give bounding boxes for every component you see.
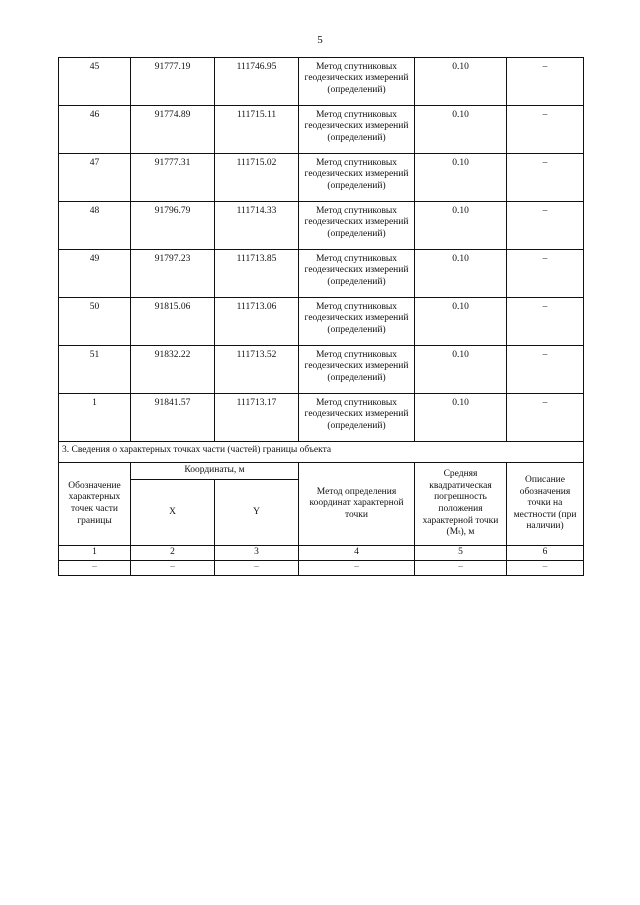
column-number: 1 (59, 546, 131, 561)
table-row (59, 202, 584, 250)
point-number-cell: 47 (59, 154, 131, 202)
column-number: 6 (507, 546, 584, 561)
x-coordinate-cell: 91841.57 (131, 394, 215, 442)
x-coordinate-cell: 91796.79 (131, 202, 215, 250)
y-coordinate-cell: 111746.95 (215, 58, 299, 106)
x-coordinate-cell: 91777.31 (131, 154, 215, 202)
method-cell: Метод спутниковых геодезических измерений (определений) (299, 106, 415, 154)
method-cell: Метод спутниковых геодезических измерений (определений) (299, 202, 415, 250)
point-number-cell: 51 (59, 346, 131, 394)
method-cell: Метод спутниковых геодезических измерений (определений) (299, 394, 415, 442)
y-coordinate-cell: 111715.11 (215, 106, 299, 154)
point-number-cell: 50 (59, 298, 131, 346)
table-row (59, 394, 584, 442)
y-coordinate-cell: 111714.33 (215, 202, 299, 250)
description-cell: – (507, 106, 584, 154)
description-cell: – (507, 298, 584, 346)
point-number-cell: 48 (59, 202, 131, 250)
method-cell: Метод спутниковых геодезических измерений (определений) (299, 298, 415, 346)
empty-cell: – (415, 561, 507, 576)
table-row (59, 58, 584, 106)
description-cell: – (507, 202, 584, 250)
header-description: Описание обозначения точки на местности (при наличии) (507, 463, 584, 546)
empty-cell: – (215, 561, 299, 576)
empty-data-row (59, 561, 584, 576)
column-number: 3 (215, 546, 299, 561)
description-cell: – (507, 58, 584, 106)
x-coordinate-cell: 91797.23 (131, 250, 215, 298)
description-cell: – (507, 346, 584, 394)
y-coordinate-cell: 111713.17 (215, 394, 299, 442)
table-row (59, 154, 584, 202)
empty-cell: – (59, 561, 131, 576)
method-cell: Метод спутниковых геодезических измерений (определений) (299, 154, 415, 202)
section-3-header-row-1 (59, 463, 584, 480)
x-coordinate-cell: 91777.19 (131, 58, 215, 106)
table-row (59, 298, 584, 346)
y-coordinate-cell: 111715.02 (215, 154, 299, 202)
boundary-points-body (59, 58, 584, 442)
point-number-cell: 46 (59, 106, 131, 154)
description-cell: – (507, 394, 584, 442)
header-y: Y (215, 480, 299, 546)
error-cell: 0.10 (415, 346, 507, 394)
section-3 (59, 442, 584, 576)
y-coordinate-cell: 111713.85 (215, 250, 299, 298)
header-error: Средняя квадратическая погрешность положения характерной точки (Mₜ), м (415, 463, 507, 546)
section-3-title-row (59, 442, 584, 463)
error-cell: 0.10 (415, 250, 507, 298)
header-designation: Обозначение характерных точек части границы (59, 463, 131, 546)
table-row (59, 346, 584, 394)
point-number-cell: 49 (59, 250, 131, 298)
header-method: Метод определения координат характерной точки (299, 463, 415, 546)
column-numbers-row (59, 546, 584, 561)
error-cell: 0.10 (415, 58, 507, 106)
method-cell: Метод спутниковых геодезических измерений (определений) (299, 346, 415, 394)
header-coordinates: Координаты, м (131, 463, 299, 480)
x-coordinate-cell: 91815.06 (131, 298, 215, 346)
column-number: 5 (415, 546, 507, 561)
column-number: 4 (299, 546, 415, 561)
column-number: 2 (131, 546, 215, 561)
error-cell: 0.10 (415, 106, 507, 154)
method-cell: Метод спутниковых геодезических измерений (определений) (299, 250, 415, 298)
section-3-title: 3. Сведения о характерных точках части (частей) границы объекта (59, 442, 584, 463)
x-coordinate-cell: 91774.89 (131, 106, 215, 154)
header-x: X (131, 480, 215, 546)
table-row (59, 106, 584, 154)
boundary-points-table (58, 57, 584, 576)
empty-cell: – (299, 561, 415, 576)
method-cell: Метод спутниковых геодезических измерений (определений) (299, 58, 415, 106)
error-cell: 0.10 (415, 394, 507, 442)
empty-cell: – (507, 561, 584, 576)
point-number-cell: 45 (59, 58, 131, 106)
error-cell: 0.10 (415, 202, 507, 250)
error-cell: 0.10 (415, 298, 507, 346)
y-coordinate-cell: 111713.52 (215, 346, 299, 394)
x-coordinate-cell: 91832.22 (131, 346, 215, 394)
page-number: 5 (317, 34, 323, 46)
error-cell: 0.10 (415, 154, 507, 202)
point-number-cell: 1 (59, 394, 131, 442)
description-cell: – (507, 154, 584, 202)
description-cell: – (507, 250, 584, 298)
empty-cell: – (131, 561, 215, 576)
table-row (59, 250, 584, 298)
y-coordinate-cell: 111713.06 (215, 298, 299, 346)
